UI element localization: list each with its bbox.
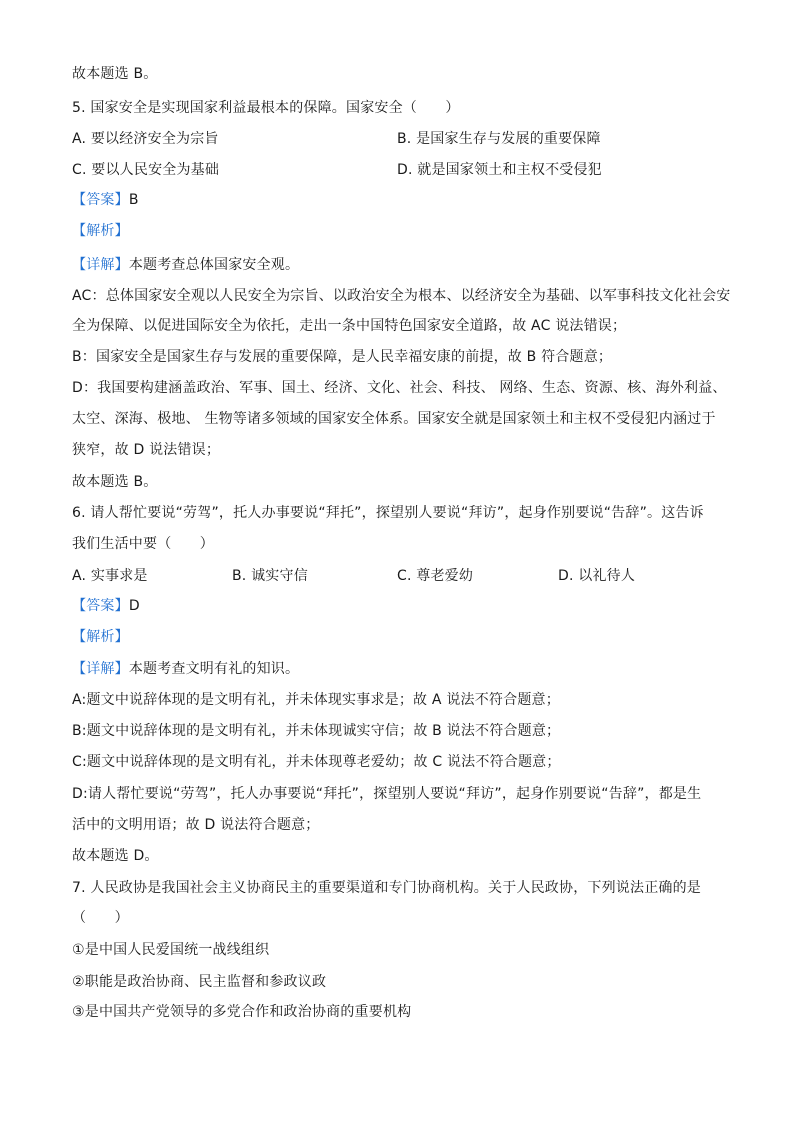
detail-tag: 【详解】 <box>72 257 129 273</box>
q5-detail-line: AC：总体国家安全观以人民安全为宗旨、以政治安全为根本、以经济安全为基础、以军事科技文化社会安 <box>72 288 731 304</box>
detail-text: 本题考查文明有礼的知识。 <box>128 661 300 677</box>
analysis-tag: 【解析】 <box>72 223 129 239</box>
q6-option-d: D. 以礼待人 <box>558 568 636 584</box>
q5-detail-line: 全为保障、以促进国际安全为依托，走出一条中国特色国家安全道路，故 AC 说法错误； <box>72 318 627 334</box>
analysis-tag: 【解析】 <box>72 629 129 645</box>
q5-option-d: D. 就是国家领土和主权不受侵犯 <box>397 162 602 178</box>
q6-analysis-tag <box>72 627 129 647</box>
q5-detail <box>72 255 299 275</box>
q6-conclusion: 故本题选 D。 <box>72 848 159 864</box>
q6-detail <box>72 659 299 679</box>
detail-tag: 【详解】 <box>72 661 129 677</box>
q5-detail-line: D：我国要构建涵盖政治、军事、国土、经济、文化、社会、科技、 网络、生态、资源、核、海外利益、 <box>72 380 727 396</box>
q6-answer <box>72 596 140 616</box>
q5-option-b: B. 是国家生存与发展的重要保障 <box>397 131 601 147</box>
q5-option-a: A. 要以经济安全为宗旨 <box>72 131 219 147</box>
q7-stem: 7. 人民政协是我国社会主义协商民主的重要渠道和专门协商机构。关于人民政协，下列说法正确的是 <box>72 880 702 896</box>
q5-stem: 5. 国家安全是实现国家利益最根本的保障。国家安全（ ） <box>72 100 460 116</box>
q6-detail-line: 活中的文明用语；故 D 说法符合题意； <box>72 817 320 833</box>
q7-item-2: ②职能是政治协商、民主监督和参政议政 <box>72 974 327 990</box>
q7-item-1: ①是中国人民爱国统一战线组织 <box>72 942 270 958</box>
answer-tag: 【答案】 <box>72 192 129 208</box>
q6-detail-line: A:题文中说辞体现的是文明有礼，并未体现实事求是；故 A 说法不符合题意； <box>72 692 560 708</box>
answer-value: D <box>128 598 140 614</box>
q4-conclusion: 故本题选 B。 <box>72 66 158 82</box>
q5-detail-line: B：国家安全是国家生存与发展的重要保障，是人民幸福安康的前提，故 B 符合题意； <box>72 349 613 365</box>
answer-tag: 【答案】 <box>72 598 129 614</box>
q7-stem-cont: （ ） <box>72 910 129 926</box>
q6-option-c: C. 尊老爱幼 <box>397 568 474 584</box>
q6-detail-line: D:请人帮忙要说“劳驾”，托人办事要说“拜托”，探望别人要说“拜访”，起身作别要说“告辞”，都是生 <box>72 786 702 802</box>
q5-analysis-tag <box>72 221 129 241</box>
q6-option-b: B. 诚实守信 <box>232 568 308 584</box>
q5-detail-line: 太空、深海、极地、 生物等诸多领域的国家安全体系。国家安全就是国家领土和主权不受侵犯内涵过于 <box>72 411 716 427</box>
q5-answer <box>72 190 139 210</box>
q7-item-3: ③是中国共产党领导的多党合作和政治协商的重要机构 <box>72 1004 412 1020</box>
q6-stem-cont: 我们生活中要（ ） <box>72 536 214 552</box>
q6-detail-line: C:题文中说辞体现的是文明有礼，并未体现尊老爱幼；故 C 说法不符合题意； <box>72 754 561 770</box>
q5-conclusion: 故本题选 B。 <box>72 474 158 490</box>
q6-detail-line: B:题文中说辞体现的是文明有礼，并未体现诚实守信；故 B 说法不符合题意； <box>72 723 561 739</box>
answer-value: B <box>128 192 139 208</box>
detail-text: 本题考查总体国家安全观。 <box>128 257 300 273</box>
q6-option-a: A. 实事求是 <box>72 568 148 584</box>
q5-detail-line: 狭窄，故 D 说法错误； <box>72 442 221 458</box>
q6-stem: 6. 请人帮忙要说“劳驾”，托人办事要说“拜托”，探望别人要说“拜访”，起身作别要说“告辞”。这告诉 <box>72 505 704 521</box>
q5-option-c: C. 要以人民安全为基础 <box>72 162 220 178</box>
